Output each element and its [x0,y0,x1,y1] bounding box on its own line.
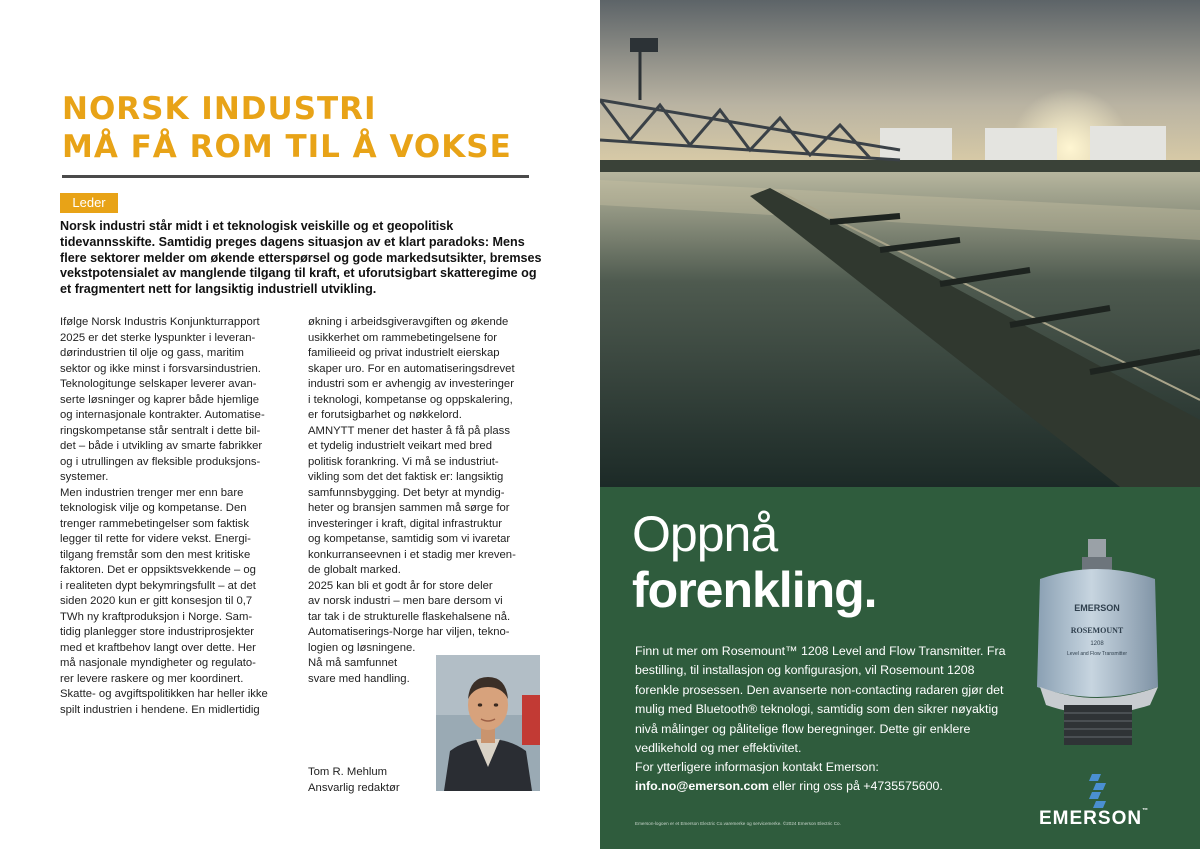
body-line: Ifølge Norsk Industris Konjunkturrapport [60,316,260,328]
body-line: TWh ny kraftproduksjon i Norge. Sam- [60,610,253,623]
body-line: skaper uro. For en automatiseringsdrevet [308,362,515,375]
emerson-logo [1036,772,1166,832]
body-line: er forutsigbarhet og nøkkelord. [308,409,462,421]
body-line: systemer. [60,471,109,483]
title-line-2: MÅ FÅ ROM TIL Å VOKSE [62,129,512,165]
body-line: de globalt marked. [308,564,401,576]
contact-intro: For ytterligere informasjon kontakt Emerson: [635,760,879,774]
body-line: økning i arbeidsgiveravgiften og økende [308,316,509,328]
section-tag: Leder [60,193,118,213]
body-line: av norsk industri – men bare dersom vi [308,595,503,607]
ad-contact [635,758,1035,797]
body-line: i realiteten dypt bekymringsfullt – at det [60,579,256,592]
body-line: ringskompetanse står sentralt i dette bil- [60,424,261,437]
ad-headline-2: forenkling. [632,562,877,618]
body-line: teknologisk vilje og kompetanse. Den [60,502,247,514]
body-line: må nasjonale myndigheter og regulato- [60,657,256,669]
advert-page [600,0,1200,849]
product-model-label: 1208 [1090,641,1104,647]
body-line: faktoren. Det er oppsiktsvekkende – og [60,564,256,576]
body-line: heter og bransjen sammen må sørge for [308,502,510,514]
product-desc-label: Level and Flow Transmitter [1066,651,1128,657]
body-line: samfunnsbygging. Det betyr at myndig- [308,486,505,499]
body-column-1 [60,315,292,718]
body-line: 2025 er det sterke lyspunkter i leveran- [60,331,256,344]
body-line: i teknologi, kompetanse og oppskalering, [308,393,513,406]
body-line: Teknologitunge selskaper leverer avan- [60,378,257,390]
body-line: og i utrullingen av fleksible produksjons- [60,455,261,468]
body-column-2 [308,315,548,687]
body-line: vikling som det det faktisk er: langsiktig [308,471,504,483]
article-title [62,90,542,166]
body-line: investeringer i kraft, digital infrastruktur [308,517,503,530]
editor-portrait [436,655,540,791]
product-name-label: ROSEMOUNT [1070,626,1124,635]
body-line: rer levere raskere og mer koordinert. [60,672,244,685]
rosemount-transmitter-image [1030,537,1165,747]
body-line: sektor og ikke minst i forsvarsindustrien. [60,362,261,375]
body-line: et tydelig industrielt veikart med bred [308,440,492,452]
body-line: industri som er avhengig av investeringer [308,378,514,390]
body-line: og kompetanse, samtidig som vi ivaretar [308,533,511,545]
contact-email-link[interactable]: info.no@emerson.com [635,779,769,794]
lead-paragraph: Norsk industri står midt i et teknologisk veiskille og et geopolitisk tidevannsskifte. Samtidig preges dagens situasjon av et klart paradoks: Mens flere sektorer melder om økende etterspørsel og gode markedsutsikter, bremses vekstpotensialet av manglende tilgang til kraft, et uforutsigbart skatteregime og et fragmentert nett for langsiktig industriell utvikling. [60,219,542,297]
body-line: det – både i utvikling av smarte fabrikker [60,440,263,452]
emerson-mark-icon [1036,772,1166,808]
ad-fine-print: Emerson-logoen er et Emerson Electric Co.varemerke og servicemerke. ©2024 Emerson Electric Co. [635,821,841,826]
emerson-wordmark: EMERSON™ [1039,808,1150,829]
body-line: Men industrien trenger mer enn bare [60,486,244,499]
title-line-1: NORSK INDUSTRI [62,91,377,127]
body-line: og internasjonale kontrakter. Automatise- [60,409,265,421]
body-line: tilgang fremstår som den mest kritiske [60,548,251,561]
water-treatment-photo [600,0,1200,487]
contact-phone-text: eller ring oss på +4735575600. [768,779,943,794]
product-brand-label: EMERSON [1074,603,1120,613]
body-line: Automatiserings-Norge har viljen, tekno- [308,626,510,638]
body-line: spilt industrien i hendene. En midlertidig [60,703,260,716]
body-line: dørindustrien til olje og gass, maritim [60,347,244,359]
body-line: Nå må samfunnet [308,657,398,669]
body-line: trenger rammebetingelser som faktisk [60,517,249,530]
body-line: politisk forankring. Vi må se industriut- [308,455,499,468]
body-line: usikkerhet om rammebetingelsene for [308,331,497,344]
body-line: serte løsninger og kaprer både hjemlige [60,393,260,406]
signature-role: Ansvarlig redaktør [308,781,400,794]
signature [308,765,400,796]
body-line: familieeid og privat industrielt eierskap [308,347,500,359]
ad-headline-1: Oppnå [632,506,778,562]
title-divider [62,175,529,178]
body-line: siden 2020 kun er gitt konsesjon til 0,7 [60,595,253,607]
body-line: logien og løsningene. [308,641,416,654]
body-line: tidig planlegger store industriprosjekter [60,626,255,638]
body-line: legger til rette for videre vekst. Energi- [60,533,251,545]
body-line: svare med handling. [308,672,410,685]
body-line: med et kraftbehov langt over dette. Her [60,641,256,654]
emerson-ad [600,487,1200,849]
signature-name: Tom R. Mehlum [308,766,388,778]
body-line: Skatte- og avgiftspolitikken har heller ikke [60,688,268,700]
ad-body-text: Finn ut mer om Rosemount™ 1208 Level and Flow Transmitter. Fra bestilling, til installasjon og konfigurasjon, vil Rosemount 1208 forenkle prosessen. Den avanserte non-contacting radaren gjør det mulig med Bluetooth® teknologi, samtidig som den sikrer nøyaktig nivå målinger og pålitelige flow beregninger. Dette gir enklere vedlikehold og mer effektivitet. [635,644,1006,756]
body-line: tar tak i de strukturelle flaskehalsene nå. [308,610,511,623]
body-line: 2025 kan bli et godt år for store deler [308,579,493,592]
body-line: konkurranseevnen i et stadig mer kreven- [308,548,516,561]
body-line: AMNYTT mener det haster å få på plass [308,424,510,437]
